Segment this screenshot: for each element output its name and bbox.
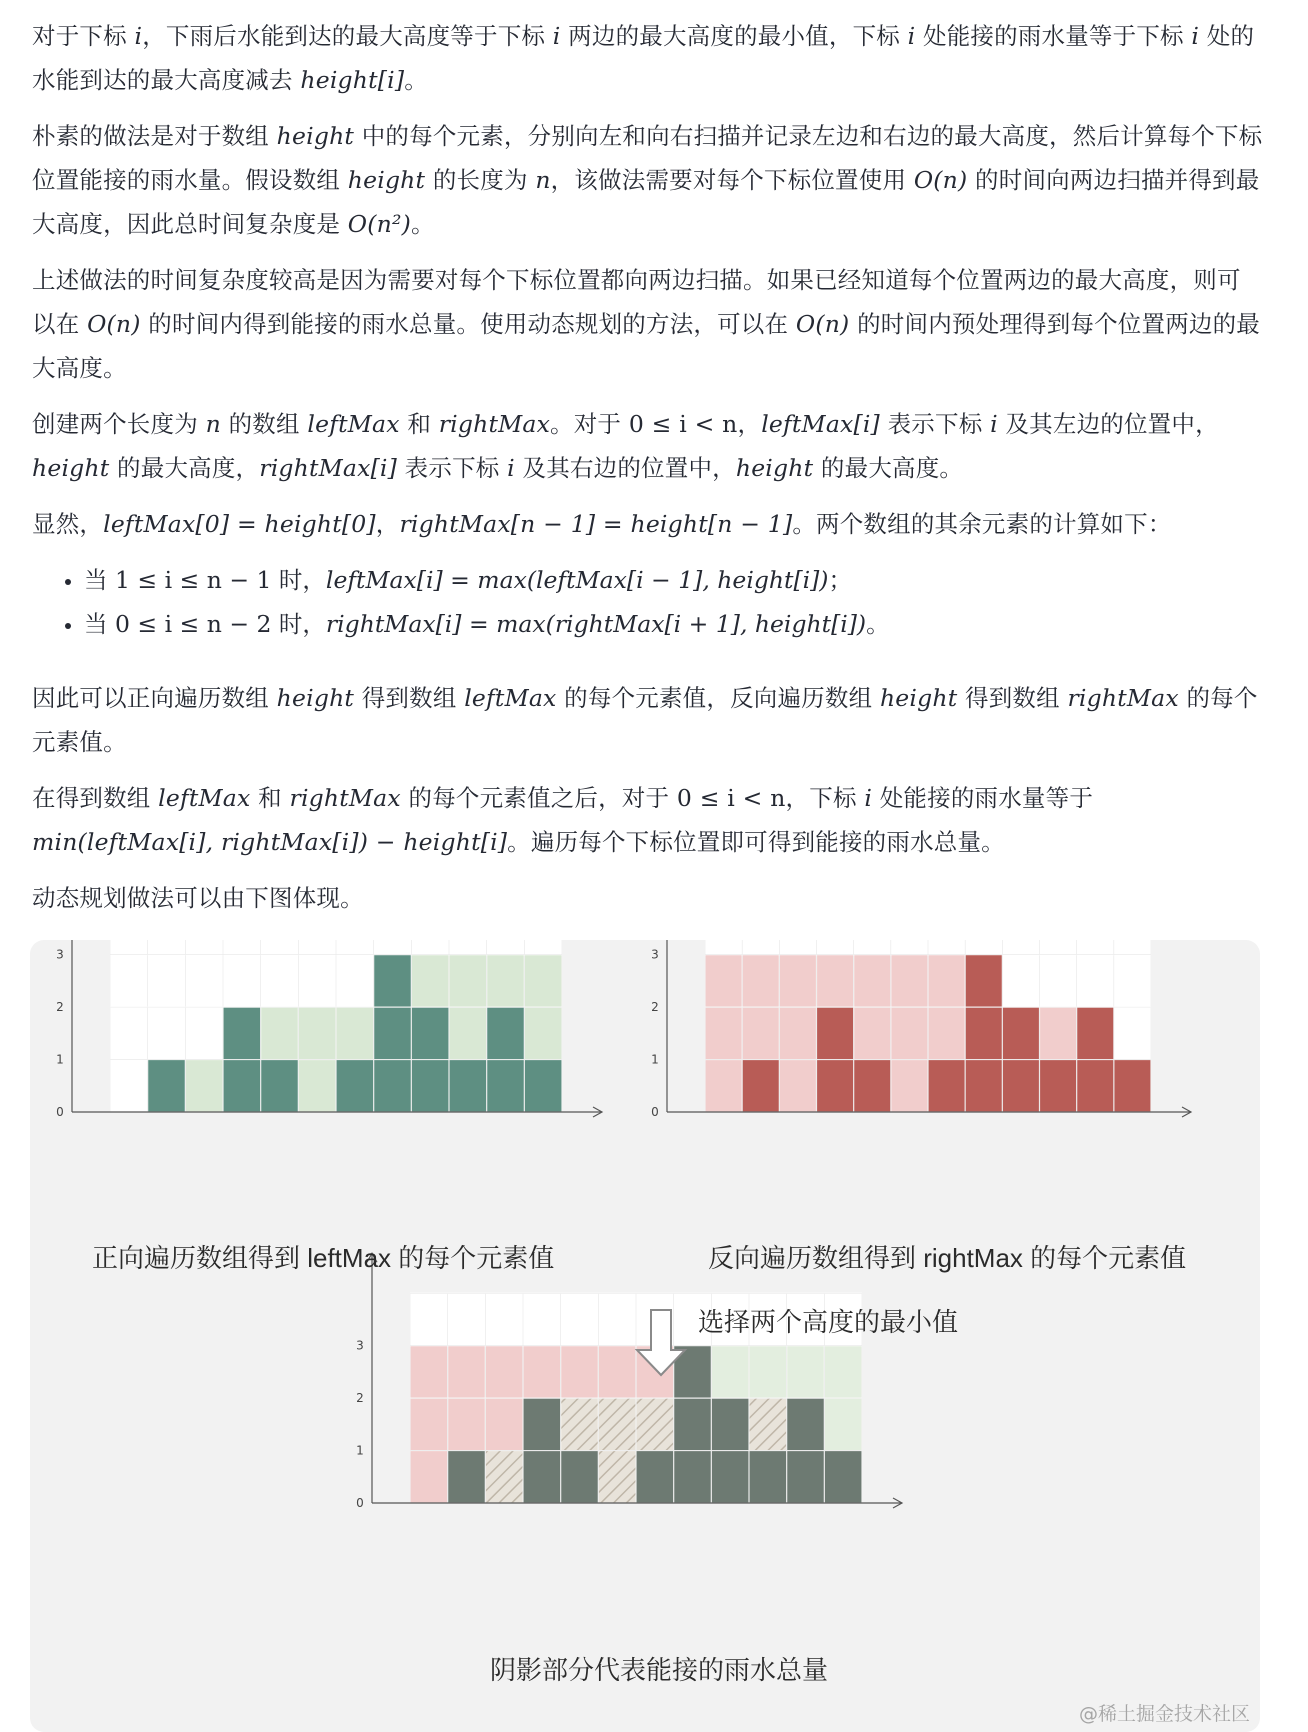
list-item: • 当 0 ≤ i ≤ n − 2 时，rightMax[i] = max(rightMax[i + 1], height[i])。 <box>84 602 1264 646</box>
paragraph-8: 动态规划做法可以由下图体现。 <box>32 884 364 912</box>
chart-water <box>356 1253 902 1510</box>
height-bar <box>148 1060 186 1112</box>
paragraph-1: 对于下标 i，下雨后水能到达的最大高度等于下标 i 两边的最大高度的最小值，下标 i 处能接的雨水量等于下标 i 处的水能到达的最大高度减去 height[i]。 <box>32 22 1255 94</box>
caption-water: 阴影部分代表能接的雨水总量 <box>490 1655 829 1685</box>
y-tick-label: 2 <box>651 1000 659 1015</box>
height-bar <box>749 1451 787 1503</box>
height-bar <box>742 1060 779 1112</box>
height-bar <box>965 955 1002 1112</box>
caption-min-arrow: 选择两个高度的最小值 <box>698 1307 959 1337</box>
y-tick-label: 0 <box>56 1105 64 1119</box>
figure-canvas <box>30 940 1260 1732</box>
chart-rightmax <box>651 940 1191 1119</box>
list-item: • 当 1 ≤ i ≤ n − 1 时，leftMax[i] = max(leftMax[i − 1], height[i])； <box>84 558 1264 602</box>
water-bar <box>561 1398 599 1450</box>
caption-rightmax: 反向遍历数组得到 rightMax 的每个元素值 <box>708 1243 1187 1273</box>
height-bar <box>336 1060 374 1112</box>
y-tick-label: 1 <box>651 1052 659 1067</box>
paragraph-2: 朴素的做法是对于数组 height 中的每个元素，分别向左和向右扫描并记录左边和右边的最大高度，然后计算每个下标位置能接的雨水量。假设数组 height 的长度为 n，该做法需要对每个下标位置使用 O(n) 的时间向两边扫描并得到最大高度，因此总时间复杂度是 O(n²)。 <box>32 122 1263 238</box>
y-tick-label: 2 <box>356 1391 364 1406</box>
paragraph-5: 显然，leftMax[0] = height[0]，rightMax[n − 1] = height[n − 1]。两个数组的其余元素的计算如下： <box>32 510 1172 538</box>
paragraph-4: 创建两个长度为 n 的数组 leftMax 和 rightMax。对于 0 ≤ i < n，leftMax[i] 表示下标 i 及其左边的位置中，height 的最大高度，rightMax[i] 表示下标 i 及其右边的位置中，height 的最大高度。 <box>32 410 1219 482</box>
y-tick-label: 3 <box>56 947 64 962</box>
leftmax-bar <box>185 1060 223 1112</box>
formula-list <box>32 558 1264 646</box>
paragraph-3: 上述做法的时间复杂度较高是因为需要对每个下标位置都向两边扫描。如果已经知道每个位置两边的最大高度，则可以在 O(n) 的时间内得到能接的雨水总量。使用动态规划的方法，可以在 O(n) 的时间内预处理得到每个位置两边的最大高度。 <box>32 266 1260 382</box>
y-tick-label: 0 <box>356 1496 364 1510</box>
water-bar <box>636 1398 674 1450</box>
chart-leftmax <box>56 940 602 1119</box>
rightmax-bar <box>705 955 742 1112</box>
rightmax-bar <box>891 955 928 1112</box>
height-bar <box>824 1451 862 1503</box>
height-bar <box>674 1346 712 1503</box>
height-bar <box>524 1060 562 1112</box>
rightmax-bar <box>410 1346 448 1503</box>
water-bar <box>749 1398 787 1450</box>
paragraph-7: 在得到数组 leftMax 和 rightMax 的每个元素值之后，对于 0 ≤ i < n，下标 i 处能接的雨水量等于 min(leftMax[i], rightMax[i]) − height[i]。遍历每个下标位置即可得到能接的雨水总量。 <box>32 784 1094 856</box>
paragraph-6: 因此可以正向遍历数组 height 得到数组 leftMax 的每个元素值，反向遍历数组 height 得到数组 rightMax 的每个元素值。 <box>32 684 1258 756</box>
site-watermark: @稀土掘金技术社区 <box>1078 1703 1250 1725</box>
water-bar <box>485 1451 523 1503</box>
caption-leftmax: 正向遍历数组得到 leftMax 的每个元素值 <box>92 1243 555 1273</box>
y-tick-label: 3 <box>651 947 659 962</box>
height-bar <box>374 955 412 1112</box>
height-bar <box>636 1451 674 1503</box>
height-bar <box>1040 1060 1077 1112</box>
height-bar <box>561 1451 599 1503</box>
y-tick-label: 3 <box>356 1338 364 1353</box>
height-bar <box>854 1060 891 1112</box>
y-tick-label: 0 <box>651 1105 659 1119</box>
height-bar <box>448 1451 486 1503</box>
article-body <box>32 14 1264 932</box>
y-tick-label: 1 <box>56 1052 64 1067</box>
y-tick-label: 1 <box>356 1443 364 1458</box>
height-bar <box>928 1060 965 1112</box>
trapping-rain-water-figure <box>30 940 1260 1732</box>
y-tick-label: 2 <box>56 1000 64 1015</box>
height-bar <box>449 1060 487 1112</box>
rightmax-bar <box>779 955 816 1112</box>
height-bar <box>261 1060 299 1112</box>
height-bar <box>1114 1060 1151 1112</box>
